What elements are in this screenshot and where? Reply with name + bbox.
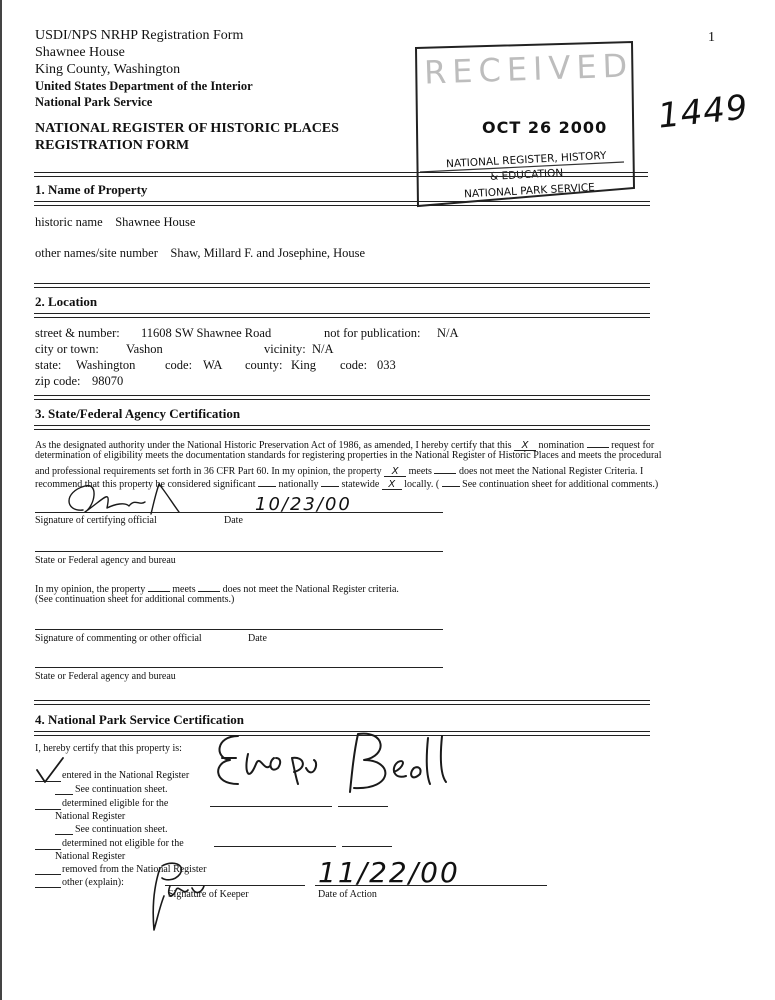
cert-text: nomination [538, 440, 585, 451]
cert-text: locally. ( [404, 479, 440, 490]
blank-field [35, 874, 61, 875]
certifying-signature-icon [55, 478, 205, 520]
blank-field [55, 794, 73, 795]
locally-check [382, 479, 402, 490]
cert-text: See continuation sheet for additional comments.) [462, 479, 659, 490]
check-mark: X [521, 440, 529, 451]
state-label: state: [35, 358, 62, 372]
agency-line-2 [35, 667, 443, 668]
city-value: Vashon [126, 342, 163, 356]
stamp-date: OCT 26 2000 [482, 118, 608, 137]
blank-field [55, 834, 73, 835]
section-divider [34, 201, 650, 206]
property-name-header: Shawnee House [35, 45, 125, 60]
comment-signature-label: Signature of commenting or other official [35, 633, 202, 644]
agency-label: State or Federal agency and bureau [35, 555, 176, 566]
section-1-heading: 1. Name of Property [35, 182, 148, 197]
blank-field [35, 809, 61, 810]
national-register-2: National Register [55, 851, 126, 862]
section-divider [34, 395, 650, 400]
scan-edge [0, 0, 2, 1000]
action-date-label: Date of Action [318, 889, 377, 900]
stamp-received: RECEIVED [423, 46, 634, 92]
see-continuation-2: See continuation sheet. [75, 824, 168, 835]
other-names-row [35, 246, 365, 261]
national-register-1: National Register [55, 811, 126, 822]
agency-label-2: State or Federal agency and bureau [35, 671, 176, 682]
section-divider [34, 700, 650, 705]
check-mark: X [391, 466, 399, 477]
county-value: King [291, 358, 316, 372]
signature-line [214, 846, 336, 847]
county-code-label: code: [340, 358, 368, 372]
department: United States Department of the Interior [35, 79, 253, 93]
blank-field [198, 581, 220, 592]
opinion-line-2: (See continuation sheet for additional comments.) [35, 594, 235, 605]
signature-line [210, 806, 332, 807]
signature-label: Signature of certifying official [35, 515, 157, 526]
state-code-value: WA [203, 358, 223, 372]
section-4-heading: 4. National Park Service Certification [35, 712, 245, 727]
cert-text: nationally [278, 479, 319, 490]
other-names-value: Shaw, Millard F. and Josephine, House [170, 246, 366, 260]
registration-form-title: REGISTRATION FORM [35, 138, 190, 153]
cert-text: statewide [341, 479, 380, 490]
cert-text: meets [408, 466, 432, 477]
street-label: street & number: [35, 326, 120, 340]
keeper-signature-icon [208, 728, 468, 798]
cert-paragraph-line-2: determination of eligibility meets the documentation standards for registering properties in the National Register of Historic Places and meets the procedural [35, 450, 662, 461]
section-2-heading: 2. Location [35, 294, 98, 309]
other-names-label: other names/site number [35, 246, 158, 260]
blank-field [321, 476, 339, 487]
certifying-date-handwritten: 10/23/00 [255, 494, 352, 515]
agency-line [35, 551, 443, 552]
section-divider [34, 283, 650, 288]
stamp-line-1: NATIONAL REGISTER, HISTORY [445, 149, 607, 171]
county-code-value: 033 [377, 358, 396, 372]
cert-paragraph-line-1 [35, 437, 654, 451]
date-line [342, 846, 392, 847]
state-code-label: code: [165, 358, 193, 372]
blank-field [258, 476, 276, 487]
reference-number: 1449 [656, 87, 751, 137]
opinion-line-1 [35, 581, 399, 595]
determined-not-eligible-label: determined not eligible for the [62, 838, 184, 849]
entered-label: entered in the National Register [62, 770, 190, 781]
nps-intro: I, hereby certify that this property is: [35, 743, 182, 754]
date-label: Date [224, 515, 243, 526]
blank-field [148, 581, 170, 592]
other-explain-label: other (explain): [62, 877, 124, 888]
cert-text: request for [611, 440, 655, 451]
signature-line [35, 512, 443, 513]
comment-date-label: Date [248, 633, 267, 644]
opinion-text: In my opinion, the property [35, 584, 146, 595]
blank-field [35, 849, 61, 850]
opinion-text: does not meet the National Register criteria. [222, 584, 399, 595]
historic-name-value: Shawnee House [115, 215, 196, 229]
determined-eligible-label: determined eligible for the [62, 798, 169, 809]
section-divider [34, 172, 648, 177]
section-divider [34, 313, 650, 318]
cert-text: As the designated authority under the National Historic Preservation Act of 1986, as amended, I hereby certify that this [35, 440, 512, 451]
county-header: King County, Washington [35, 62, 181, 77]
page-number: 1 [708, 30, 715, 45]
vicinity-value: N/A [312, 342, 334, 356]
historic-name-label: historic name [35, 215, 103, 229]
opinion-text: meets [172, 584, 196, 595]
blank-field [434, 463, 456, 474]
check-mark: X [388, 479, 396, 490]
zip-value: 98070 [92, 374, 124, 388]
vicinity-label: vicinity: [264, 342, 306, 356]
nfp-value: N/A [437, 326, 459, 340]
date-line [338, 806, 388, 807]
stamp-line-2: & EDUCATION [489, 167, 564, 183]
section-3-heading: 3. State/Federal Agency Certification [35, 406, 241, 421]
park-service: National Park Service [35, 95, 153, 109]
action-date-handwritten: 11/22/00 [318, 856, 460, 889]
street-value: 11608 SW Shawnee Road [141, 326, 272, 340]
cert-text: and professional requirements set forth in 36 CFR Part 60. In my opinion, the property [35, 466, 382, 477]
city-label: city or town: [35, 342, 99, 356]
blank-field [35, 887, 61, 888]
cert-paragraph-line-3 [35, 463, 643, 477]
historic-name-row [35, 215, 195, 230]
removed-label: removed from the National Register [62, 864, 207, 875]
comment-signature-line [35, 629, 443, 630]
blank-field [442, 476, 460, 487]
cert-text: recommend that this property be considered significant [35, 479, 256, 490]
cert-text: does not meet the National Register Criteria. I [458, 466, 644, 477]
nfp-label: not for publication: [324, 326, 421, 340]
zip-label: zip code: [35, 374, 81, 388]
keeper-label: Signature of Keeper [168, 889, 249, 900]
form-title: USDI/NPS NRHP Registration Form [35, 28, 244, 43]
see-continuation-1: See continuation sheet. [75, 784, 168, 795]
county-label: county: [245, 358, 283, 372]
blank-field [587, 437, 609, 448]
section-divider [34, 425, 650, 430]
stamp-line-3: NATIONAL PARK SERVICE [463, 181, 596, 201]
keeper-initial-icon [140, 856, 220, 936]
register-title: NATIONAL REGISTER OF HISTORIC PLACES [35, 121, 339, 136]
received-stamp [410, 38, 636, 212]
state-value: Washington [76, 358, 136, 372]
